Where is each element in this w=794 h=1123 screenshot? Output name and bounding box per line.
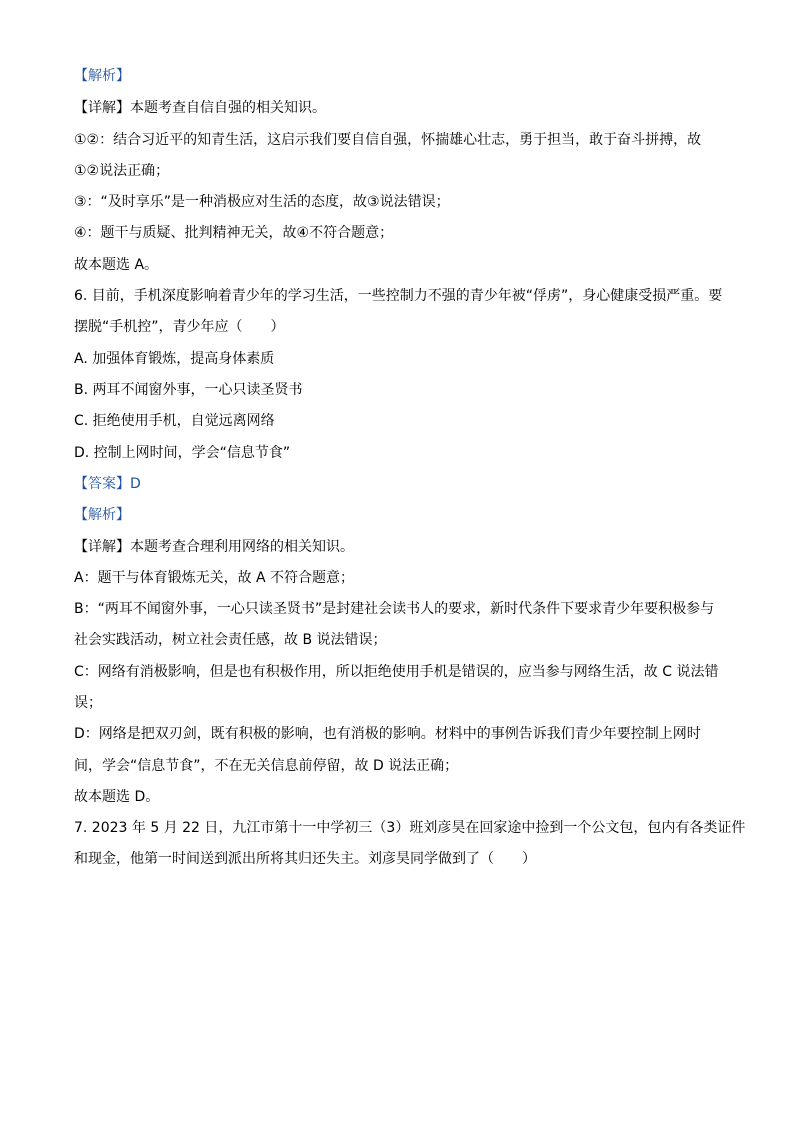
option-b: B. 两耳不闻窗外事，一心只读圣贤书 (74, 382, 303, 398)
detail-line: ①②：结合习近平的知青生活，这启示我们要自信自强，怀揣雄心壮志，勇于担当，敢于奋斗拼搏，故 (74, 132, 702, 148)
option-d: D. 控制上网时间，学会“信息节食” (74, 445, 291, 461)
detail-line: 【详解】本题考查合理利用网络的相关知识。 (74, 539, 354, 555)
detail-line: B：“两耳不闻窗外事，一心只读圣贤书”是封建社会读书人的要求，新时代条件下要求青少年要积极参与 (74, 601, 715, 617)
option-c: C. 拒绝使用手机，自觉远离网络 (74, 413, 275, 429)
detail-line: A：题干与体育锻炼无关，故 A 不符合题意； (74, 570, 355, 586)
detail-line: 误； (74, 695, 102, 711)
question-6-stem: 6. 目前，手机深度影响着青少年的学习生活，一些控制力不强的青少年被“俘虏”，身心健康受损严重。要 (74, 288, 723, 304)
detail-line: 社会实践活动，树立社会责任感，故 B 说法错误； (74, 632, 387, 648)
detail-line: D：网络是把双刃剑，既有积极的影响，也有消极的影响。材料中的事例告诉我们青少年要控制上网时 (74, 726, 701, 742)
analysis-heading: 【解析】 (74, 68, 130, 84)
detail-line: ④：题干与质疑、批判精神无关，故④不符合题意； (74, 225, 394, 241)
answer-heading: 【答案】D (74, 476, 141, 492)
answer-conclusion: 故本题选 D。 (74, 789, 160, 805)
detail-line: C：网络有消极影响，但是也有积极作用，所以拒绝使用手机是错误的，应当参与网络生活，故 C 说法错 (74, 664, 719, 680)
option-a: A. 加强体育锻炼，提高身体素质 (74, 351, 275, 367)
question-7-stem: 和现金，他第一时间送到派出所将其归还失主。刘彦昊同学做到了（ ） (74, 851, 536, 867)
question-7-stem: 7. 2023 年 5 月 22 日，九江市第十一中学初三（3）班刘彦昊在回家途中捡到一个公文包，包内有各类证件 (74, 820, 746, 836)
answer-conclusion: 故本题选 A。 (74, 257, 159, 273)
analysis-heading: 【解析】 (74, 507, 130, 523)
question-6-stem: 摆脱“手机控”，青少年应（ ） (74, 319, 285, 335)
detail-line: 间，学会“信息节食”，不在无关信息前停留，故 D 说法正确； (74, 758, 459, 774)
detail-line: 【详解】本题考查自信自强的相关知识。 (74, 100, 326, 116)
detail-line: ①②说法正确； (74, 163, 170, 179)
detail-line: ③：“及时享乐”是一种消极应对生活的态度，故③说法错误； (74, 194, 450, 210)
